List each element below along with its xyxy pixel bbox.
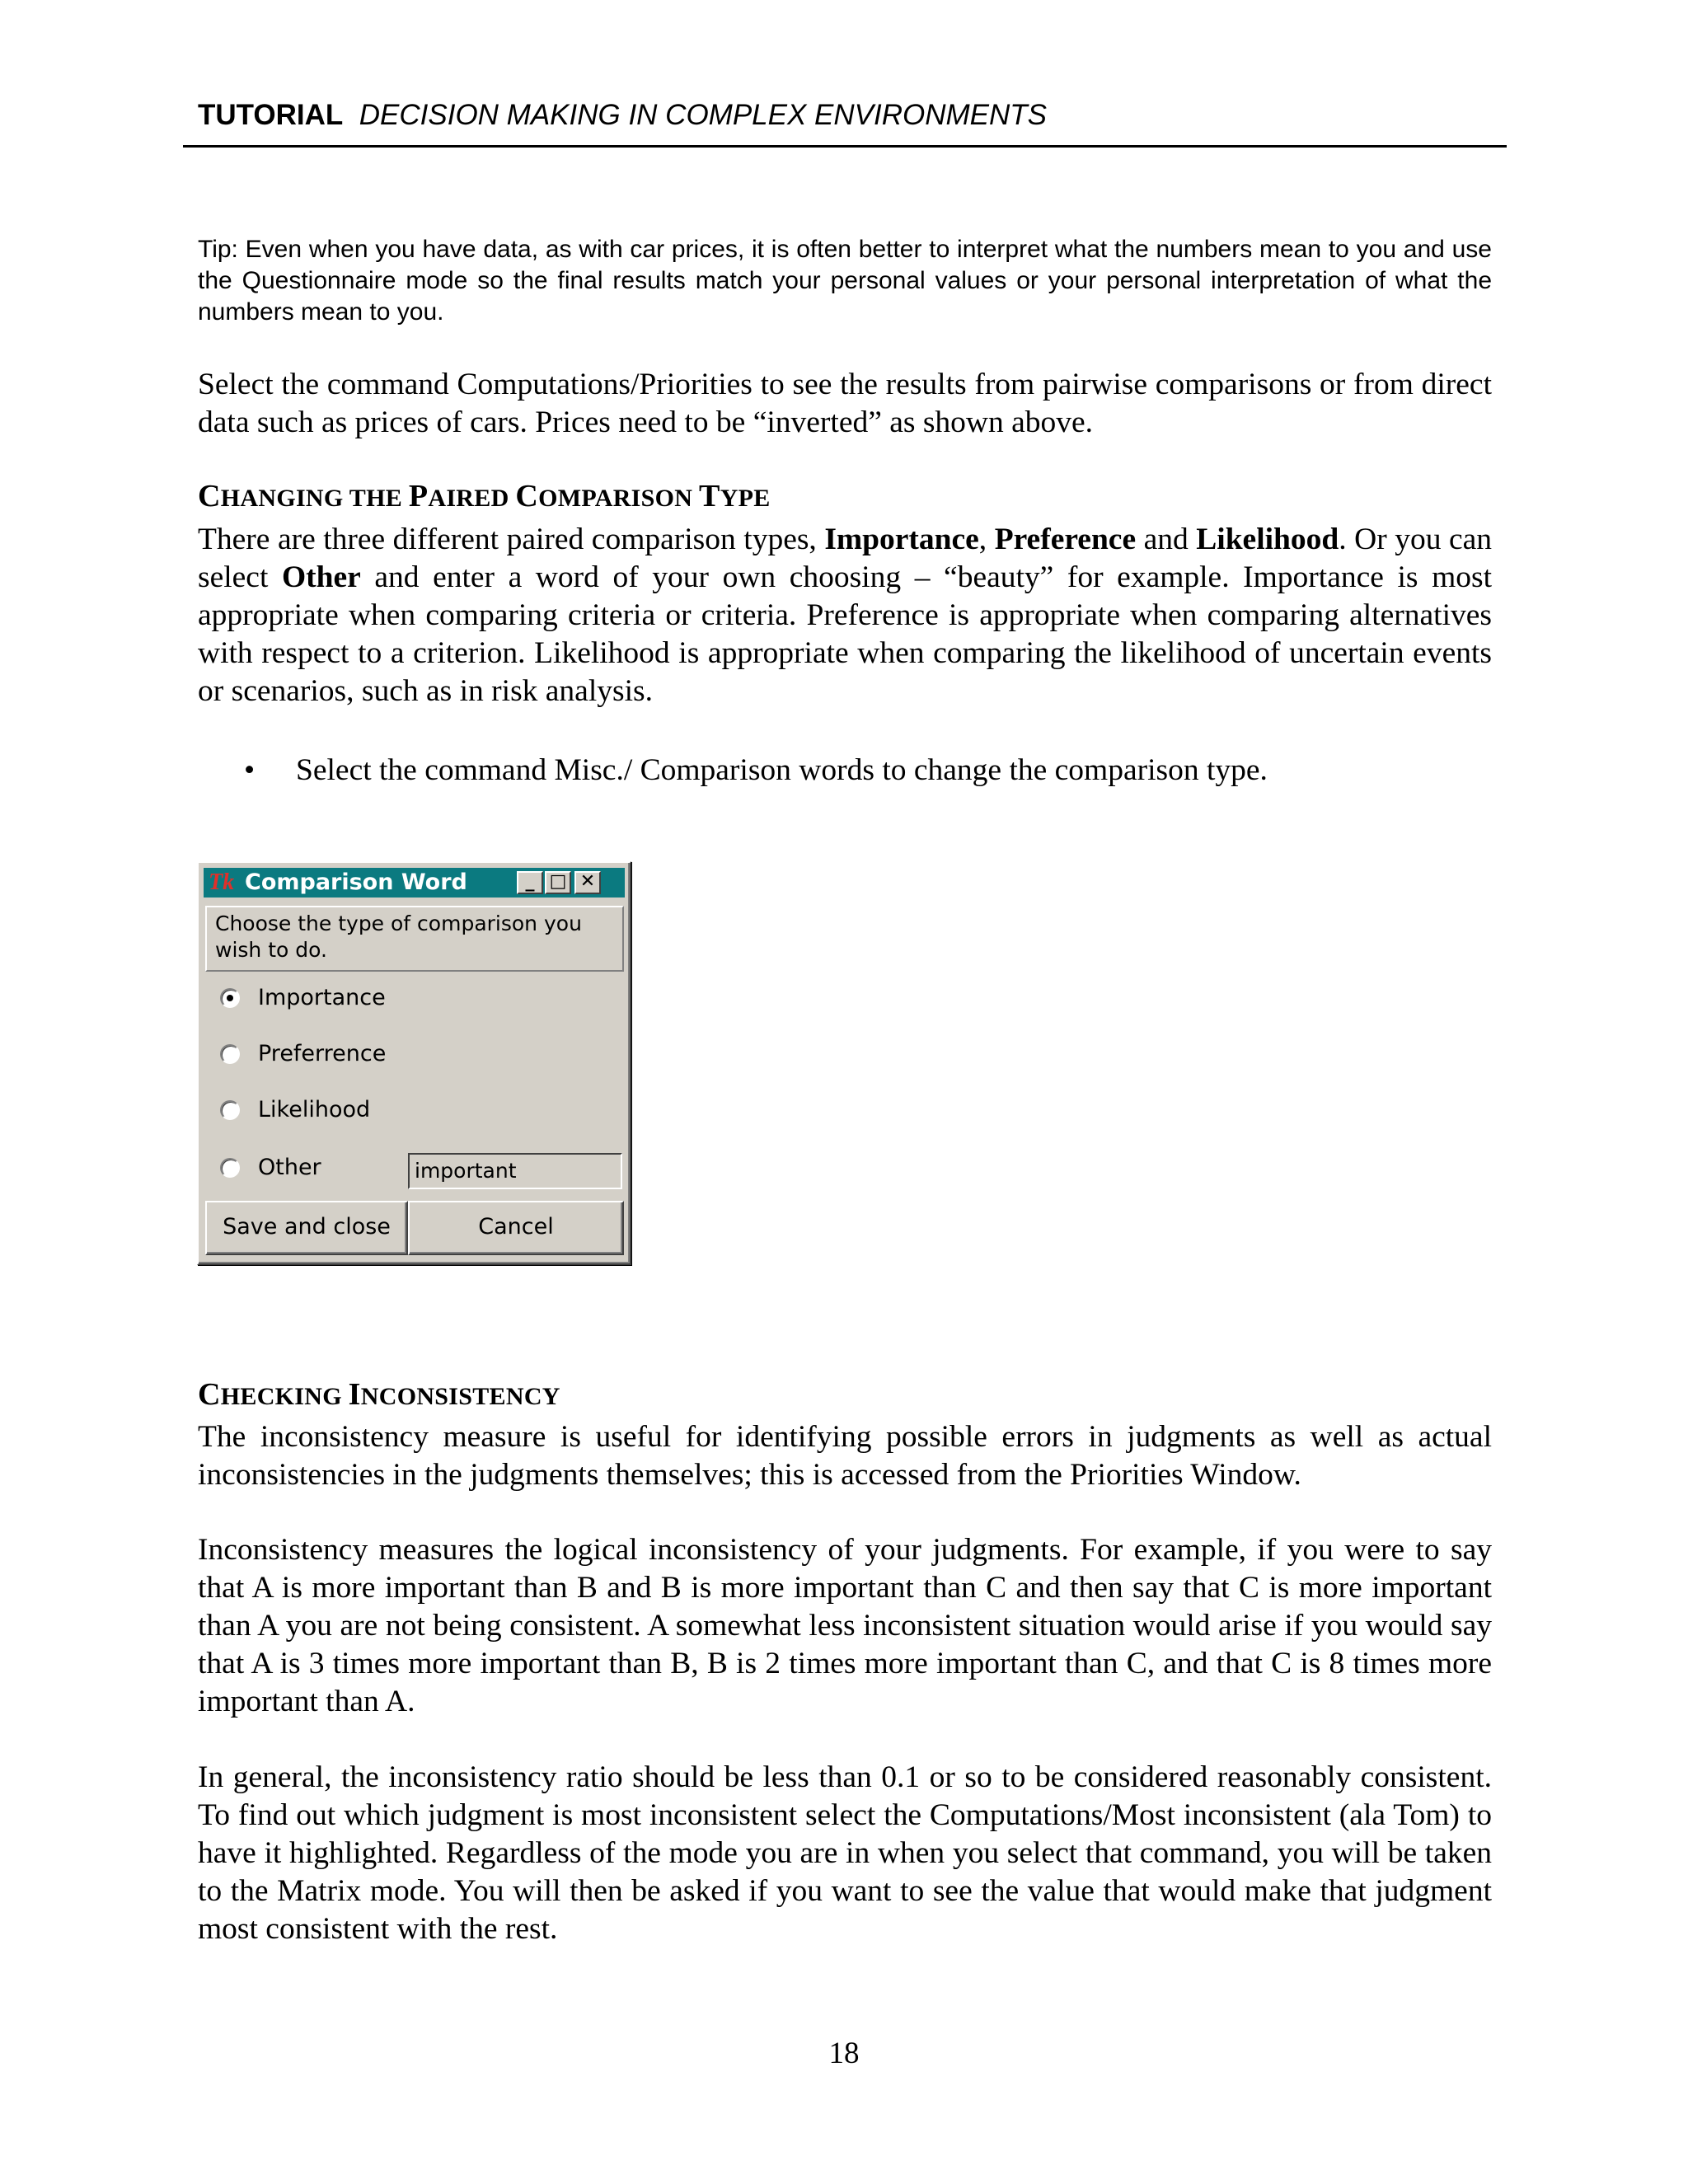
inconsistency-paragraph-3: In general, the inconsistency ratio should be less than 0.1 or so to be considered reasonably consistent. To find out which judgment is most inconsistent select the Computations/Most inconsistent (ala Tom) to have it highlighted. Regardless of the mode you are in when you select that command, you will be taken to the Matrix mode. You will then be asked if you want to see the value that would make that judgment most consistent with the rest. [198, 1760, 1492, 1946]
close-button[interactable]: ✕ [574, 871, 601, 894]
radio-label: Importance [258, 985, 386, 1010]
inconsistency-paragraph-1: The inconsistency measure is useful for identifying possible errors in judgments as well as actual inconsistencies in the judgments themselves; this is accessed from the Priorities Window. [198, 1420, 1492, 1492]
header-rule [183, 145, 1507, 148]
dialog-title: Comparison Word [245, 869, 467, 895]
tip-paragraph: Tip: Even when you have data, as with car prices, it is often better to interpret what the numbers mean to you and use the Questionnaire mode so the final results match your personal values or your personal interpretation of what the numbers mean to you. [198, 236, 1492, 326]
radio-selected-icon[interactable] [220, 988, 240, 1008]
header-title: DECISION MAKING IN COMPLEX ENVIRONMENTS [359, 99, 1048, 131]
bullet-text: Select the command Misc./ Comparison words to change the comparison type. [296, 753, 1268, 787]
radio-label: Likelihood [258, 1097, 371, 1122]
radio-label: Preferrence [258, 1041, 387, 1066]
minimize-button[interactable]: _ [517, 871, 543, 894]
tk-app-icon: Tk [209, 869, 235, 895]
radio-icon[interactable] [220, 1044, 240, 1064]
page-number: 18 [828, 2036, 860, 2070]
running-header [198, 99, 1504, 132]
dialog-titlebar[interactable] [204, 868, 625, 898]
cancel-button[interactable]: Cancel [408, 1201, 624, 1255]
inconsistency-paragraph-2: Inconsistency measures the logical inconsistency of your judgments. For example, if you were to say that A is more important than B and B is more important than C and then say that C is more important than A you are not being consistent. A somewhat less inconsistent situation would arise if you would say that A is 3 times more important than B, B is 2 times more important than C, and that C is 8 times more important than A. [198, 1533, 1492, 1718]
radio-icon[interactable] [220, 1158, 240, 1178]
bullet-icon: • [244, 753, 256, 787]
save-and-close-button[interactable]: Save and close [205, 1201, 408, 1255]
comparison-word-dialog [197, 861, 631, 1265]
section-heading-paired-comparison: CHANGING THE PAIRED COMPARISON TYPE [198, 479, 771, 513]
other-word-input[interactable]: important [408, 1153, 622, 1189]
radio-label: Other [258, 1155, 321, 1180]
dialog-message: Choose the type of comparison you wish to do. [205, 906, 624, 972]
maximize-button[interactable]: □ [545, 871, 571, 894]
radio-icon[interactable] [220, 1100, 240, 1120]
select-paragraph: Select the command Computations/Priorities to see the results from pairwise comparisons or from direct data such as prices of cars. Prices need to be “inverted” as shown above. [198, 368, 1492, 439]
header-label: TUTORIAL [198, 99, 344, 131]
comparison-types-paragraph: There are three different paired comparison types, Importance, Preference and Likelihood. Or you can select Other and enter a word of your own choosing – “beauty” for example. Importance is most appropriate when comparing criteria or criteria. Preference is appropriate when comparing alternatives with respect to a criterion. Likelihood is appropriate when comparing the likelihood of uncertain events or scenarios, such as in risk analysis. [198, 523, 1493, 708]
section-heading-inconsistency: CHECKING INCONSISTENCY [198, 1377, 560, 1412]
